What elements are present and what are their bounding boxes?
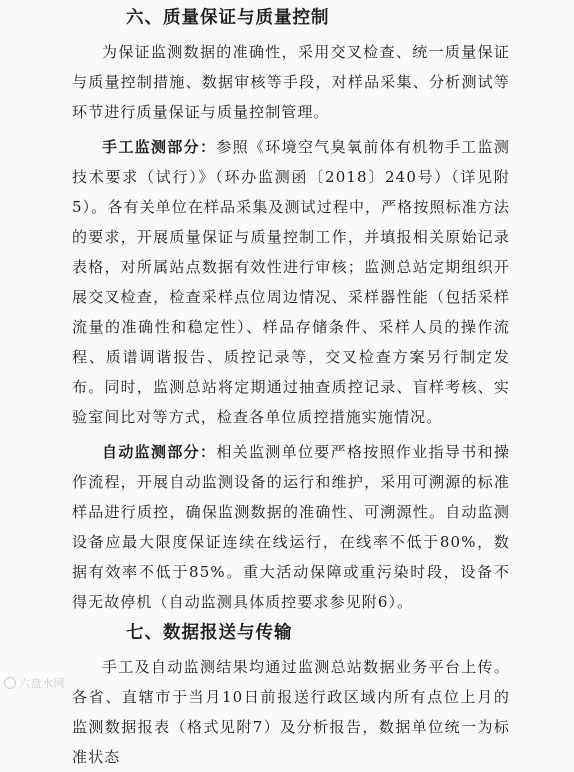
- manual-monitoring-label: 手工监测部分：: [102, 138, 217, 156]
- watermark: [4, 675, 65, 691]
- manual-monitoring-text: 参照《环境空气臭氧前体有机物手工监测技术要求（试行）》（环办监测函〔2018〕240号）（详见附5）。各有关单位在样品采集及测试过程中，严格按照标准方法的要求，开展质量保证与质量控制工作，并填报相关原始记录表格，对所属站点数据有效性进行审核；监测总站定期组织开展交叉检查，检查采样点位周边情况、采样器性能（包括采样流量的准确性和稳定性）、样品存储条件、采样人员的操作流程、质谱调谐报告、质控记录等，交叉检查方案另行制定发布。同时，监测总站将定期通过抽查质控记录、盲样考核、实验室间比对等方式，检查各单位质控措施实施情况。: [72, 138, 510, 426]
- auto-monitoring-text: 相关监测单位要严格按照作业指导书和操作流程，开展自动监测设备的运行和维护，采用可溯源的标准样品进行质控，确保监测数据的准确性、可溯源性。自动监测设备应最大限度保证连续在线运行，在线率不低于80%，数据有效率不低于85%。重大活动保障或重污染时段，设备不得无故停机（自动监测具体质控要求参见附6）。: [72, 443, 510, 611]
- watermark-logo-icon: [4, 677, 16, 689]
- section-6-intro-paragraph: 为保证监测数据的准确性，采用交叉检查、统一质量保证与质量控制措施、数据审核等手段，对样品采集、分析测试等环节进行质量保证与质量控制管理。: [72, 43, 510, 121]
- section-7-paragraph: 手工及自动监测结果均通过监测总站数据业务平台上传。各省、直辖市于当月10日前报送行政区域内所有点位上月的监测数据报表（格式见附7）及分析报告，数据单位统一为标准状态: [72, 658, 510, 766]
- auto-monitoring-paragraph: [72, 437, 510, 617]
- section-7-heading: 七、数据报送与传输: [126, 623, 293, 643]
- watermark-text: 六盘水网: [19, 677, 65, 690]
- manual-monitoring-paragraph: [72, 132, 510, 432]
- auto-monitoring-label: 自动监测部分：: [102, 443, 217, 461]
- section-6-heading: 六、质量保证与质量控制: [126, 8, 330, 28]
